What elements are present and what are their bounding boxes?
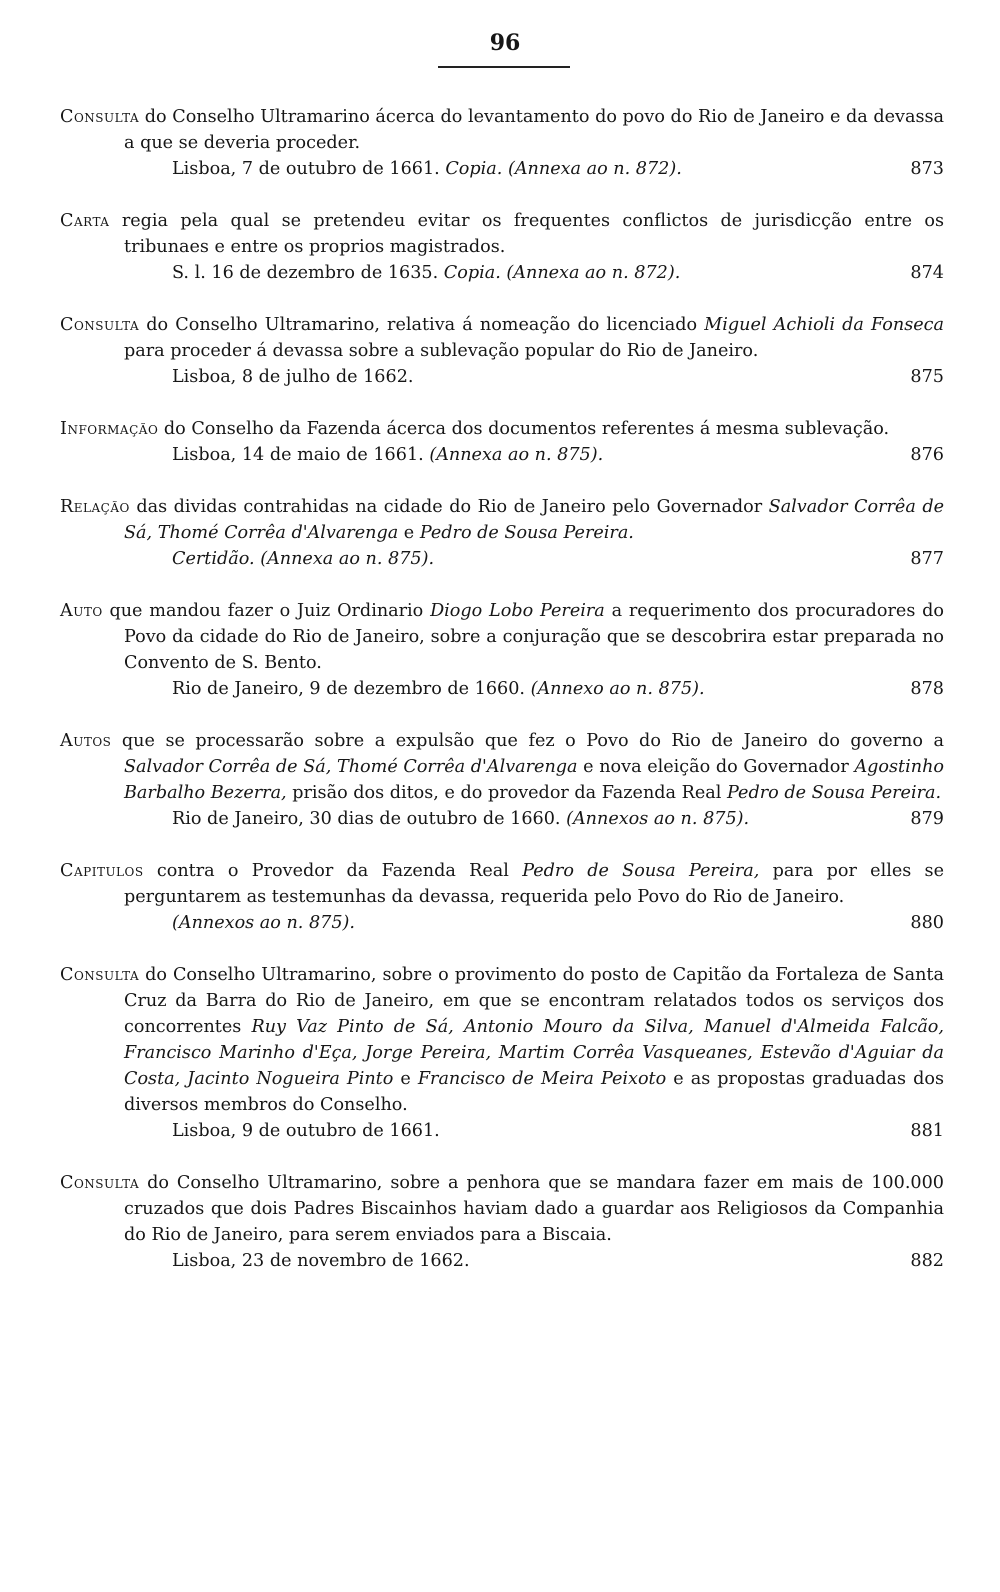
entry-text: contra o Provedor da Fazenda Real xyxy=(143,861,523,881)
document-entry-874 xyxy=(60,208,944,286)
entry-text: que se processarão sobre a expulsão que fez o Povo do Rio de Janeiro do governo a xyxy=(111,731,944,751)
entry-person-name: Pedro de Sousa Pereira. xyxy=(727,783,942,803)
entry-date-line xyxy=(60,676,944,702)
entry-description xyxy=(60,104,944,156)
entry-lead-word: Carta xyxy=(60,211,110,231)
entry-lead-word: Consulta xyxy=(60,315,140,335)
entry-person-name: Miguel Achioli da Fonseca xyxy=(704,315,944,335)
entry-text: e xyxy=(398,523,420,543)
entry-date-line xyxy=(60,364,944,390)
entry-note: (Annexo ao n. 875). xyxy=(530,679,705,699)
entry-person-name: Pedro de Sousa Pereira, xyxy=(522,861,760,881)
entry-note: (Annexos ao n. 875). xyxy=(172,913,356,933)
document-entry-876 xyxy=(60,416,944,468)
document-entry-879 xyxy=(60,728,944,832)
entry-number: 873 xyxy=(910,159,944,179)
entry-description xyxy=(60,858,944,910)
entry-person-names: Ruy Vaz Pinto de Sá, Antonio Mouro da Silva, Manuel d'Almeida Falcão, Francisco Marinho d'Eça, Jorge Pereira, Martim Corrêa Vasqueanes, Estevão d'Aguiar da Costa, Jacinto Nogueira Pinto xyxy=(124,1017,944,1089)
entry-description xyxy=(60,962,944,1118)
entry-date-line xyxy=(60,910,944,936)
entry-date: Lisboa, 7 de outubro de 1661. xyxy=(172,159,440,179)
entry-text: para proceder á devassa sobre a sublevação popular do Rio de Janeiro. xyxy=(124,341,759,361)
entry-date: Lisboa, 9 de outubro de 1661. xyxy=(172,1121,440,1141)
entry-person-name: Diogo Lobo Pereira xyxy=(430,601,605,621)
entry-text: prisão dos ditos, e do provedor da Fazenda Real xyxy=(286,783,727,803)
entry-number: 880 xyxy=(910,913,944,933)
entry-text: do Conselho Ultramarino, relativa á nomeação do licenciado xyxy=(139,315,705,335)
entry-date-line xyxy=(60,546,944,572)
entry-note: (Annexa ao n. 875). xyxy=(429,445,604,465)
entry-date: Lisboa, 8 de julho de 1662. xyxy=(172,367,414,387)
page-number-rule xyxy=(438,66,570,68)
entry-lead-word: Consulta xyxy=(60,1173,140,1193)
entry-person-name: Salvador Corrêa de Sá, Thomé Corrêa d'Alvarenga xyxy=(124,497,944,543)
entry-date-line xyxy=(60,156,944,182)
entry-number: 876 xyxy=(910,445,944,465)
entry-date: Rio de Janeiro, 9 de dezembro de 1660. xyxy=(172,679,526,699)
entry-lead-word: Consulta xyxy=(60,107,140,127)
entry-text: do Conselho Ultramarino, sobre a penhora que se mandara fazer em mais de 100.000 cruzados que dois Padres Biscainhos haviam dado a guardar aos Religiosos da Companhia do Rio de Janeiro, para serem enviados para a Biscaia. xyxy=(124,1173,944,1245)
document-entry-878 xyxy=(60,598,944,702)
entry-note: Certidão. (Annexa ao n. 875). xyxy=(172,549,435,569)
entry-number: 874 xyxy=(910,263,944,283)
entry-date-line xyxy=(60,260,944,286)
document-entry-875 xyxy=(60,312,944,390)
entry-description xyxy=(60,598,944,676)
entry-date-line xyxy=(60,1248,944,1274)
entry-note: Copia. (Annexa ao n. 872). xyxy=(443,263,681,283)
entry-text: para por elles se perguntarem as testemunhas da devassa, requerida pelo Povo do Rio de Janeiro. xyxy=(124,861,944,907)
document-entry-877 xyxy=(60,494,944,572)
entry-text: do Conselho Ultramarino ácerca do levantamento do povo do Rio de Janeiro e da devassa a que se deveria proceder. xyxy=(124,107,944,153)
entry-date: Lisboa, 14 de maio de 1661. xyxy=(172,445,424,465)
entry-number: 882 xyxy=(910,1251,944,1271)
entry-number: 878 xyxy=(910,679,944,699)
entry-description xyxy=(60,416,944,442)
entry-lead-word: Autos xyxy=(60,731,112,751)
document-list xyxy=(60,104,944,1300)
entry-description xyxy=(60,312,944,364)
entry-lead-word: Relação xyxy=(60,497,130,517)
entry-number: 881 xyxy=(910,1121,944,1141)
document-entry-880 xyxy=(60,858,944,936)
entry-person-name: Agostinho Barbalho Bezerra, xyxy=(124,757,944,803)
entry-date: S. l. 16 de dezembro de 1635. xyxy=(172,263,439,283)
entry-number: 879 xyxy=(910,809,944,829)
entry-number: 877 xyxy=(910,549,944,569)
entry-person-name: Pedro de Sousa Pereira. xyxy=(419,523,634,543)
entry-note: Copia. (Annexa ao n. 872). xyxy=(445,159,682,179)
entry-date: Lisboa, 23 de novembro de 1662. xyxy=(172,1251,470,1271)
entry-text: e as propostas graduadas dos diversos membros do Conselho. xyxy=(124,1069,944,1115)
entry-description xyxy=(60,208,944,260)
entry-lead-word: Capitulos xyxy=(60,861,144,881)
entry-text: e nova eleição do Governador xyxy=(577,757,855,777)
entry-person-name: Francisco de Meira Peixoto xyxy=(417,1069,667,1089)
entry-lead-word: Auto xyxy=(60,601,103,621)
entry-lead-word: Consulta xyxy=(60,965,140,985)
entry-date-line xyxy=(60,806,944,832)
document-entry-882 xyxy=(60,1170,944,1274)
entry-description xyxy=(60,1170,944,1248)
document-entry-873 xyxy=(60,104,944,182)
entry-date-line xyxy=(60,442,944,468)
entry-description xyxy=(60,494,944,546)
entry-person-name: Salvador Corrêa de Sá, Thomé Corrêa d'Alvarenga xyxy=(124,757,578,777)
entry-text: que mandou fazer o Juiz Ordinario xyxy=(102,601,431,621)
entry-text: regia pela qual se pretendeu evitar os frequentes conflictos de jurisdicção entre os tribunaes e entre os proprios magistrados. xyxy=(109,211,944,257)
entry-date-line xyxy=(60,1118,944,1144)
entry-text: do Conselho da Fazenda ácerca dos documentos referentes á mesma sublevação. xyxy=(158,419,890,439)
entry-number: 875 xyxy=(910,367,944,387)
entry-lead-word: Informação xyxy=(60,419,159,439)
document-entry-881 xyxy=(60,962,944,1144)
page-number: 96 xyxy=(489,30,521,56)
entry-note: (Annexos ao n. 875). xyxy=(566,809,750,829)
entry-text: a requerimento dos procuradores do Povo da cidade do Rio de Janeiro, sobre a conjuração que se descobrira estar preparada no Convento de S. Bento. xyxy=(124,601,945,673)
entry-text: do Conselho Ultramarino, sobre o provimento do posto de Capitão da Fortaleza de Santa Cruz da Barra do Rio de Janeiro, em que se encontram relatados todos os serviços dos concorrentes xyxy=(124,965,944,1037)
entry-text: e xyxy=(393,1069,418,1089)
entry-description xyxy=(60,728,944,806)
entry-date: Rio de Janeiro, 30 dias de outubro de 1660. xyxy=(172,809,561,829)
entry-text: das dividas contrahidas na cidade do Rio de Janeiro pelo Governador xyxy=(129,497,769,517)
